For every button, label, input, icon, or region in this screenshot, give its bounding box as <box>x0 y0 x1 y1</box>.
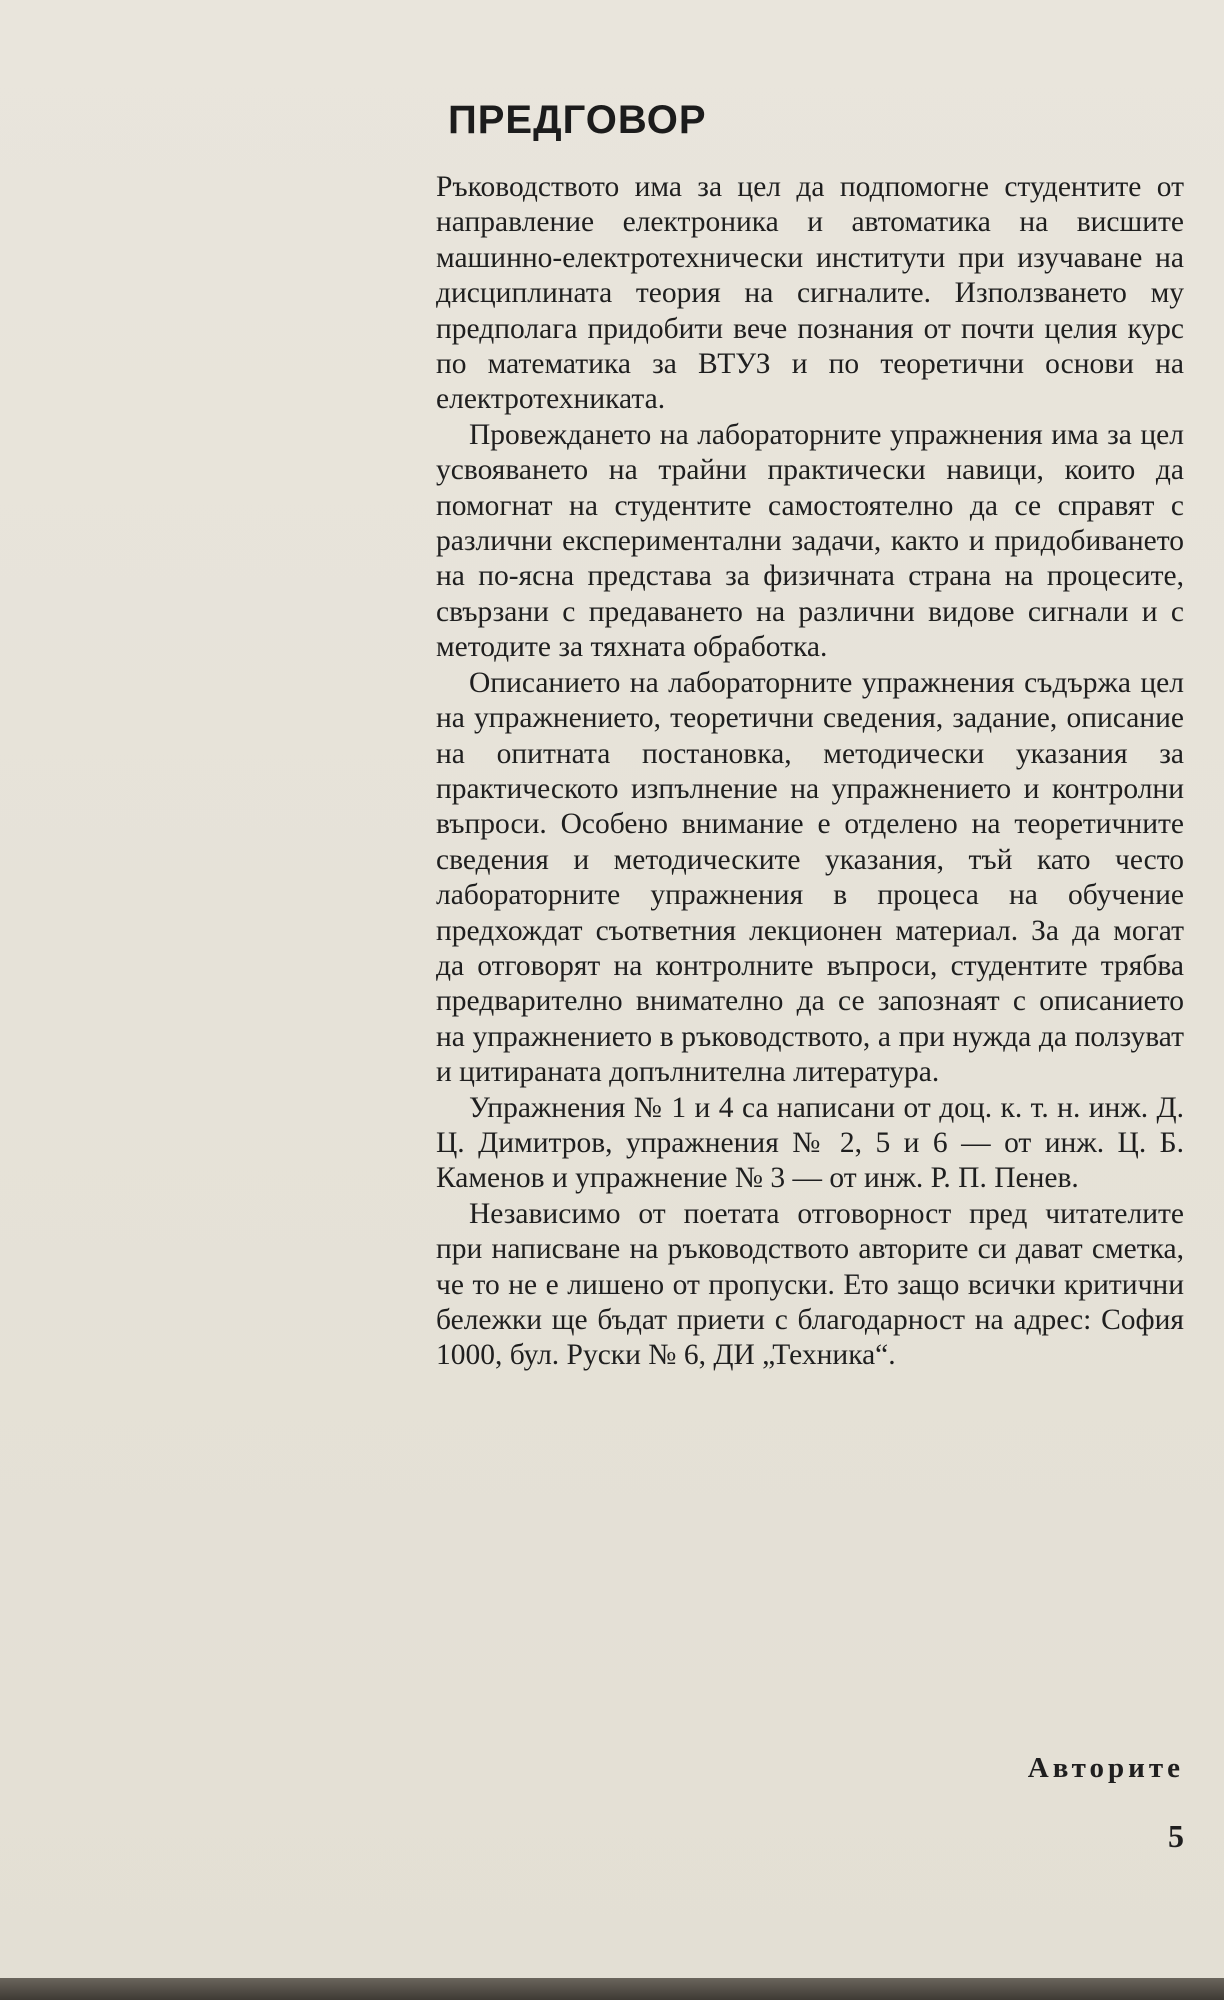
paragraph-description: Описанието на лабораторните упражнения съдържа цел на упражнението, теоретични сведения, задание, описание на опитната постановка, методически указания за практическото изпълнение на упражнението и контролни въпроси. Особено внимание е отделено на теоретичните сведения и методическите указания, тъй като често лабораторните упражнения в процеса на обучение предхождат съответния лекционен материал. За да могат да отговорят на контролните въпроси, студентите трябва предварително внимателно да се запознаят с описанието на упражнението в ръководството, а при нужда да ползуват и цитираната допълнителна литература. <box>436 666 1184 1089</box>
paragraph-lab-goals: Провеждането на лабораторните упражнения има за цел усвояването на трайни практически навици, които да помогнат на студентите самостоятелно да се справят с различни експериментални задачи, както и придобиването на по-ясна представа за физичната страна на процесите, свързани с предаването на различни видове сигнали и с методите за тяхната обработка. <box>436 418 1184 664</box>
paragraph-purpose: Ръководството има за цел да подпомогне студентите от направление електроника и автоматика на висшите машинно-електротехнически институти при изучаване на дисциплината теория на сигналите. Използването му предполага придобити вече познания от почти целия курс по математика за ВТУЗ и по теоретични основи на електротехниката. <box>436 171 1184 416</box>
paragraph-feedback: Независимо от поетата отговорност пред читателите при написване на ръководството авторите си дават сметка, че то не е лишено от пропуски. Ето защо всички критични бележки ще бъдат приети с благодарност на адрес: София 1000, бул. Руски № 6, ДИ „Техника“. <box>436 1197 1184 1372</box>
signature: Авторите <box>1027 1752 1184 1784</box>
page-number: 5 <box>1168 1818 1184 1854</box>
page-title: ПРЕДГОВОР <box>448 98 707 142</box>
paragraph-authorship: Упражнения № 1 и 4 са написани от доц. к. т. н. инж. Д. Ц. Димитров, упражнения № 2, 5 и 6 — от инж. Ц. Б. Каменов и упражнение № 3 — от инж. Р. П. Пенев. <box>436 1091 1184 1195</box>
preface-text <box>436 170 1184 1374</box>
